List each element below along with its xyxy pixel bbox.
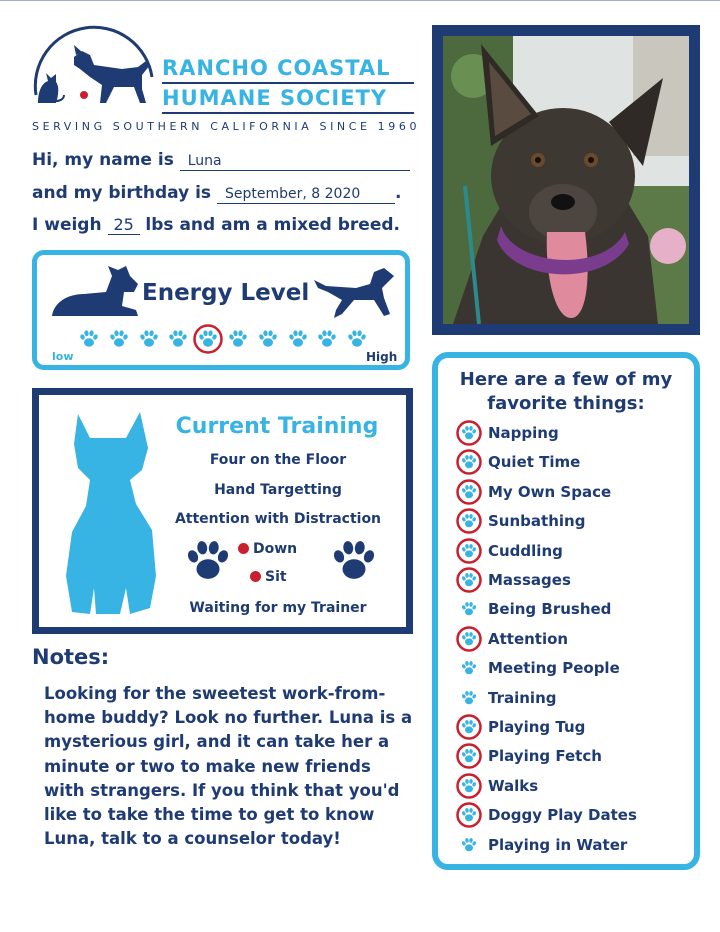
training-marked-item bbox=[238, 541, 318, 557]
weight-value: 25 bbox=[108, 216, 140, 235]
circled-paw-icon bbox=[454, 538, 484, 564]
top-border bbox=[0, 0, 720, 1]
training-item: Hand Targetting bbox=[214, 482, 342, 498]
lying-dog-icon bbox=[50, 262, 142, 320]
favorite-item-label: Playing Tug bbox=[488, 718, 586, 736]
favorite-item bbox=[454, 802, 637, 828]
training-footer: Waiting for my Trainer bbox=[189, 600, 367, 616]
favorite-item-label: Napping bbox=[488, 424, 559, 442]
name-value: Luna bbox=[180, 152, 410, 171]
paw-icon-right bbox=[330, 538, 378, 584]
weight-line bbox=[32, 215, 400, 235]
favorite-item bbox=[454, 685, 556, 711]
favorites-title-line2: favorite things: bbox=[487, 393, 645, 414]
name-line bbox=[32, 150, 410, 171]
circled-paw-icon bbox=[454, 714, 484, 740]
favorite-item-label: My Own Space bbox=[488, 482, 612, 501]
birthday-line bbox=[32, 183, 401, 204]
training-marked-item bbox=[250, 569, 330, 585]
org-name-line1: RANCHO COASTAL bbox=[162, 56, 391, 80]
energy-paw-icon bbox=[312, 324, 342, 354]
training-marked-label: Down bbox=[253, 541, 298, 557]
training-title: Current Training bbox=[175, 414, 379, 439]
favorite-item-label: Meeting People bbox=[488, 659, 620, 678]
energy-paw-icon bbox=[104, 324, 134, 354]
circled-paw-icon bbox=[454, 802, 484, 828]
paw-icon-left bbox=[184, 538, 232, 584]
circled-paw-icon bbox=[454, 773, 484, 799]
energy-paw-icon bbox=[163, 324, 193, 354]
favorite-item-label: Sunbathing bbox=[488, 512, 586, 531]
circled-paw-icon bbox=[454, 508, 484, 534]
favorite-item-label: Being Brushed bbox=[488, 600, 612, 619]
favorite-item bbox=[454, 538, 563, 564]
favorite-item bbox=[454, 743, 602, 769]
favorite-item-label: Quiet Time bbox=[488, 453, 581, 472]
favorite-item-label: Massages bbox=[488, 571, 571, 589]
training-item: Four on the Floor bbox=[209, 452, 347, 468]
notes-title: Notes: bbox=[32, 645, 110, 669]
favorite-item bbox=[454, 449, 580, 475]
favorite-item-label: Training bbox=[488, 688, 557, 707]
ball-icon bbox=[80, 91, 88, 99]
name-prefix: Hi, my name is bbox=[32, 150, 174, 170]
energy-low-label: low bbox=[52, 350, 74, 363]
birthday-suffix: . bbox=[394, 183, 402, 203]
favorite-item bbox=[454, 508, 585, 534]
circled-paw-icon bbox=[454, 626, 484, 652]
favorite-item-label: Walks bbox=[488, 776, 539, 795]
favorite-item bbox=[454, 479, 611, 505]
running-dog-icon bbox=[312, 266, 396, 322]
sitting-dog-silhouette-icon bbox=[60, 408, 160, 620]
red-dot-icon bbox=[250, 571, 261, 582]
paw-icon bbox=[454, 685, 484, 711]
favorite-item bbox=[454, 832, 627, 858]
favorites-title bbox=[440, 368, 692, 416]
org-rule-2 bbox=[162, 112, 414, 114]
cat-logo-icon bbox=[38, 73, 64, 103]
circled-paw-icon bbox=[454, 449, 484, 475]
favorite-item bbox=[454, 714, 585, 740]
paw-icon bbox=[454, 655, 484, 681]
weigh-suffix: lbs and am a mixed breed. bbox=[145, 215, 400, 235]
energy-paw-icon bbox=[223, 324, 253, 354]
favorite-item-label: Playing in Water bbox=[488, 835, 628, 854]
circled-paw-icon bbox=[454, 420, 484, 446]
circled-paw-icon bbox=[454, 567, 484, 593]
energy-paw-icon bbox=[283, 324, 313, 354]
favorite-item-label: Doggy Play Dates bbox=[488, 806, 637, 825]
favorite-item bbox=[454, 420, 559, 446]
energy-paw-icon bbox=[74, 324, 104, 354]
training-item: Attention with Distraction bbox=[174, 511, 382, 527]
energy-paw-icon bbox=[134, 324, 164, 354]
notes-text: Looking for the sweetest work-from-home buddy? Look no further. Luna is a mysterious girl, and it can take her a minute or two to make new friends with strangers. If you think that you'd like to take the time to get to know Luna, talk to a counselor today! bbox=[44, 684, 413, 849]
energy-level-title: Energy Level bbox=[142, 280, 310, 306]
humane-society-logo bbox=[30, 25, 160, 115]
favorite-item bbox=[454, 773, 538, 799]
circled-paw-icon bbox=[454, 743, 484, 769]
energy-high-label: High bbox=[366, 350, 398, 364]
circled-paw-icon bbox=[454, 479, 484, 505]
favorite-item-label: Cuddling bbox=[488, 541, 563, 560]
favorite-item bbox=[454, 567, 571, 593]
red-dot-icon bbox=[238, 543, 249, 554]
favorite-item bbox=[454, 596, 611, 622]
weigh-prefix: I weigh bbox=[32, 215, 102, 235]
org-name-line2: HUMANE SOCIETY bbox=[162, 86, 388, 110]
paw-icon bbox=[454, 596, 484, 622]
favorite-item-label: Playing Fetch bbox=[488, 747, 602, 766]
energy-paw-icon bbox=[253, 324, 283, 354]
org-rule bbox=[162, 82, 414, 84]
favorite-item bbox=[454, 626, 568, 652]
paw-icon bbox=[454, 832, 484, 858]
training-marked-label: Sit bbox=[265, 569, 287, 585]
birthday-prefix: and my birthday is bbox=[32, 183, 212, 203]
favorite-item-label: Attention bbox=[488, 629, 569, 648]
energy-paw-icon bbox=[193, 324, 223, 354]
favorites-title-line1: Here are a few of my bbox=[459, 369, 673, 390]
dog-photo bbox=[443, 36, 689, 324]
tagline: SERVING SOUTHERN CALIFORNIA SINCE 1960 bbox=[32, 120, 421, 133]
birthday-value: September, 8 2020 bbox=[217, 185, 395, 204]
favorite-item bbox=[454, 655, 620, 681]
